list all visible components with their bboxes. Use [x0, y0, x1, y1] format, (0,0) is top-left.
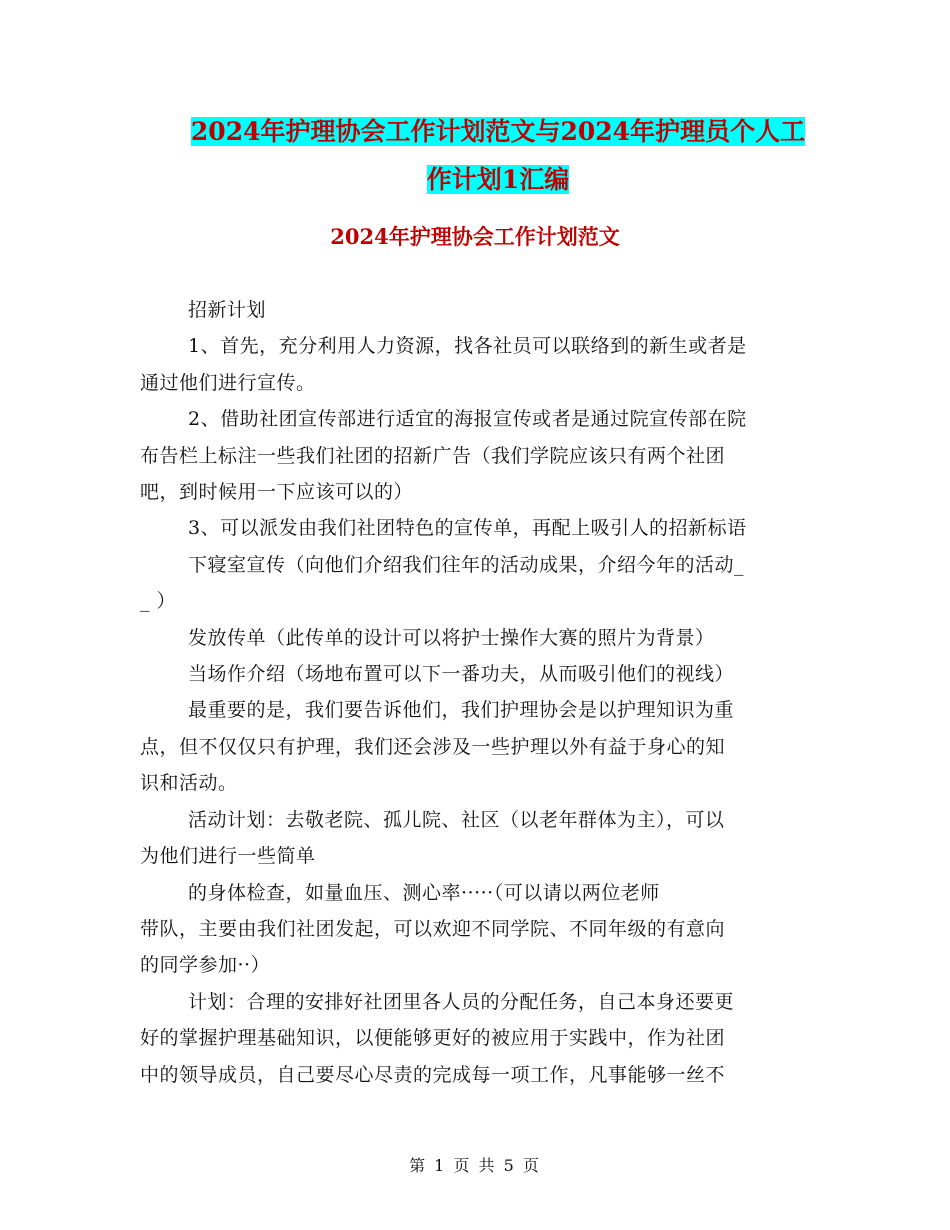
paragraph-line: 招新计划 — [188, 299, 267, 321]
paragraph-line: 的同学参加··） — [140, 954, 271, 977]
paragraph-line: 发放传单（此传单的设计可以将护士操作大赛的照片为背景） — [188, 626, 715, 649]
paragraph-line: 的身体检查，如量血压、测心率·····（可以请以两位老师 — [188, 881, 660, 904]
paragraph-line: 1、首先，充分利用人力资源，找各社员可以联络到的新生或者是 — [188, 335, 747, 358]
paragraph-line: 通过他们进行宣传。 — [140, 371, 316, 394]
document-title-line-2: 作计划1汇编 — [426, 165, 570, 194]
body-text — [140, 292, 812, 1093]
paragraph-line: 中的领导成员，自己要尽心尽责的完成每一项工作，凡事能够一丝不 — [140, 1063, 726, 1086]
paragraph-line: 3、可以派发由我们社团特色的宣传单，再配上吸引人的招新标语 — [188, 517, 747, 540]
paragraph-line: 吧，到时候用一下应该可以的） — [140, 481, 414, 504]
paragraph-line: 下寝室宣传（向他们介绍我们往年的活动成果，介绍今年的活动_ — [188, 553, 745, 576]
paragraph-line: 识和活动。 — [140, 772, 238, 795]
paragraph-line: _ ） — [140, 590, 177, 613]
document-title-line-1: 2024年护理协会工作计划范文与2024年护理员个人工 — [190, 117, 806, 146]
document-title — [140, 108, 856, 204]
paragraph-line: 最重要的是，我们要告诉他们，我们护理协会是以护理知识为重 — [188, 699, 735, 722]
paragraph-line: 好的掌握护理基础知识，以便能够更好的被应用于实践中，作为社团 — [140, 1027, 726, 1050]
paragraph-line: 计划：合理的安排好社团里各人员的分配任务，自己本身还要更 — [188, 990, 735, 1013]
paragraph-line: 布告栏上标注一些我们社团的招新广告（我们学院应该只有两个社团 — [140, 444, 726, 467]
paragraph-line: 为他们进行一些简单 — [140, 845, 316, 868]
paragraph-line: 活动计划：去敬老院、孤儿院、社区（以老年群体为主），可以 — [188, 808, 725, 831]
section-title: 2024年护理协会工作计划范文 — [330, 224, 620, 249]
paragraph-line: 点，但不仅仅只有护理，我们还会涉及一些护理以外有益于身心的知 — [140, 735, 726, 758]
page-footer: 第 1 页 共 5 页 — [409, 1156, 541, 1175]
paragraph-line: 当场作介绍（场地布置可以下一番功夫，从而吸引他们的视线） — [188, 663, 735, 686]
paragraph-line: 带队，主要由我们社团发起，可以欢迎不同学院、不同年级的有意向 — [140, 917, 726, 940]
paragraph-line: 2、借助社团宣传部进行适宜的海报宣传或者是通过院宣传部在院 — [188, 408, 747, 431]
